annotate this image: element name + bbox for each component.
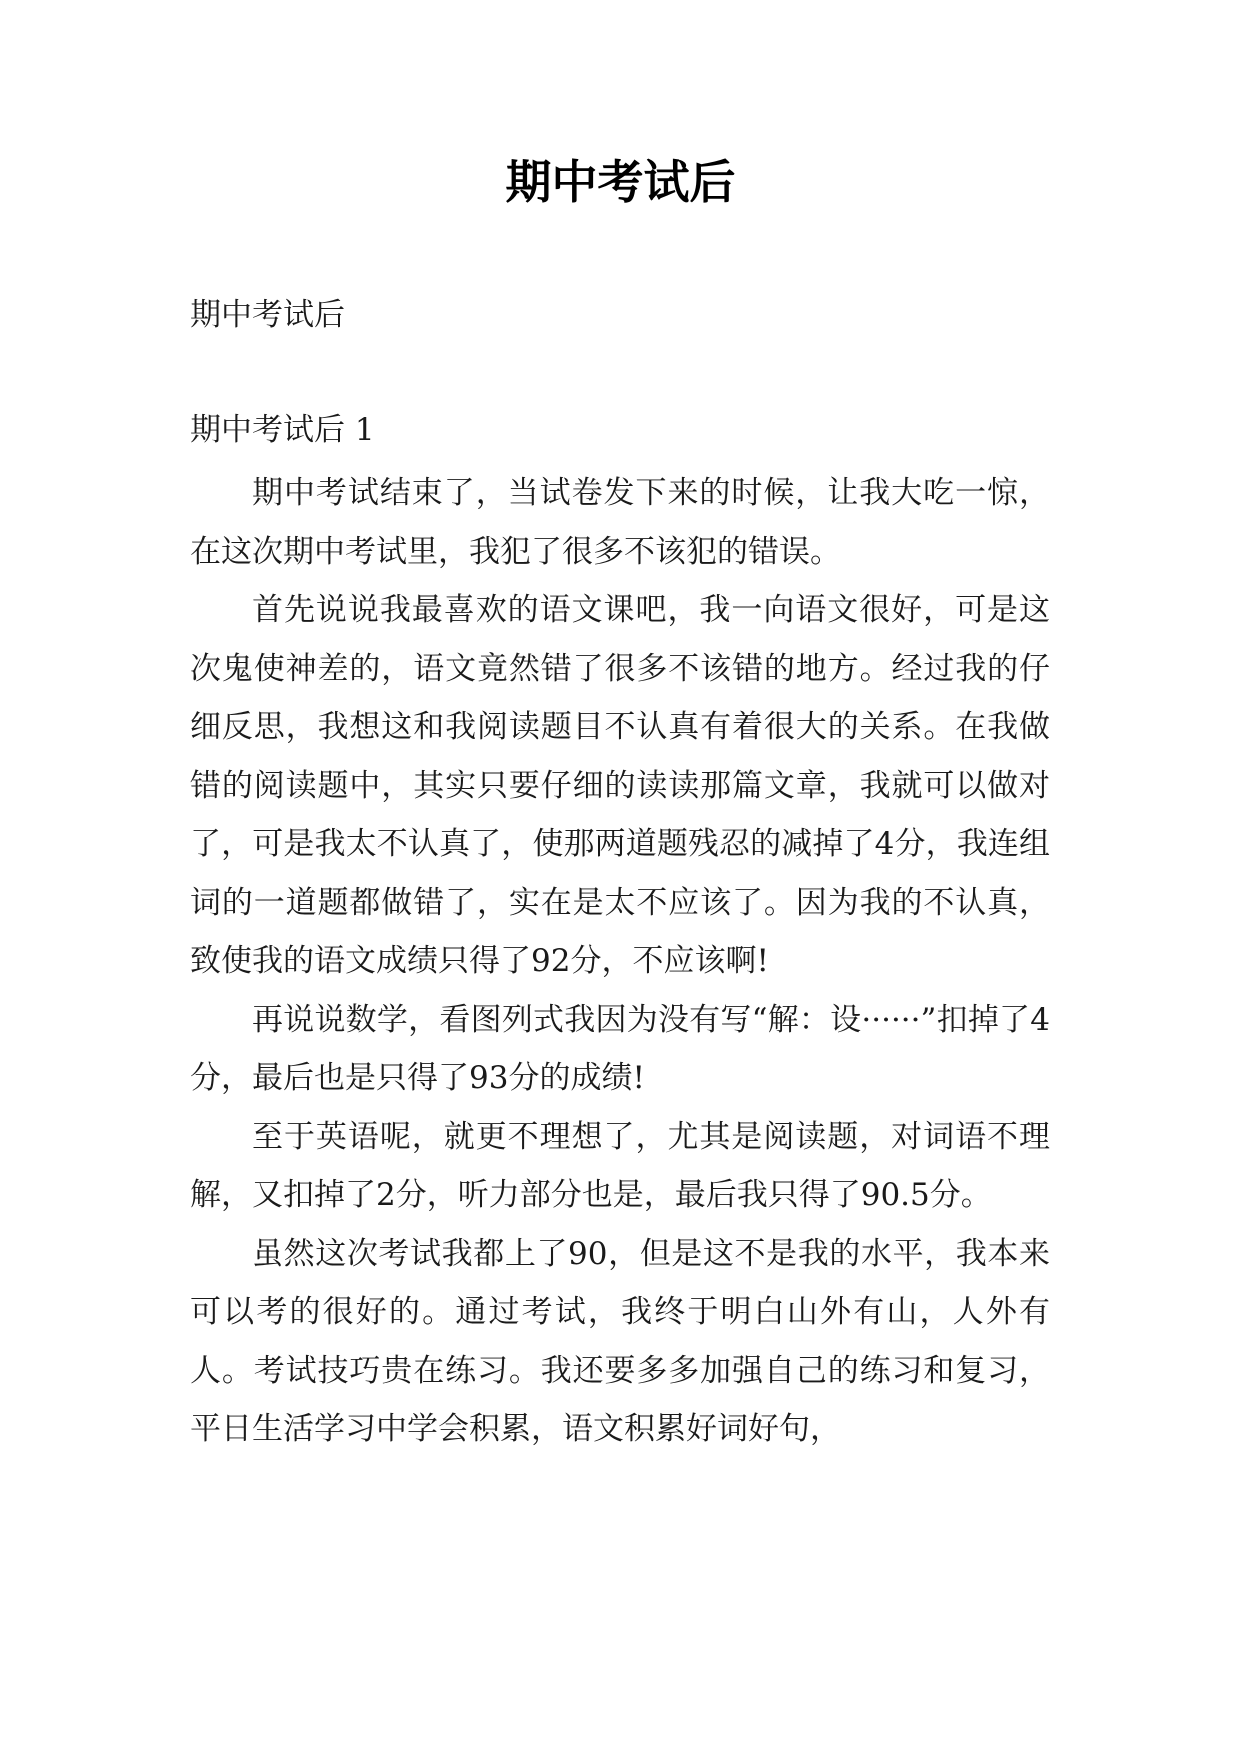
document-subtitle: 期中考试后 [190, 297, 345, 333]
document-title: 期中考试后 [505, 155, 736, 209]
paragraph-4: 至于英语呢，就更不理想了，尤其是阅读题，对词语不理解，又扣掉了2分，听力部分也是，最后我只得了90.5分。 [190, 1118, 1050, 1213]
paragraph-5: 虽然这次考试我都上了90，但是这不是我的水平，我本来可以考的很好的。通过考试，我终于明白山外有山，人外有人。考试技巧贵在练习。我还要多多加强自己的练习和复习，平日生活学习中学会积累，语文积累好词好句， [190, 1235, 1050, 1447]
paragraph-1: 期中考试结束了，当试卷发下来的时候，让我大吃一惊，在这次期中考试里，我犯了很多不该犯的错误。 [190, 475, 1050, 570]
section-heading: 期中考试后 1 [190, 412, 375, 448]
essay-body [190, 464, 1050, 1459]
paragraph-2: 首先说说我最喜欢的语文课吧，我一向语文很好，可是这次鬼使神差的，语文竟然错了很多不该错的地方。经过我的仔细反思，我想这和我阅读题目不认真有着很大的关系。在我做错的阅读题中，其实只要仔细的读读那篇文章，我就可以做对了，可是我太不认真了，使那两道题残忍的减掉了4分，我连组词的一道题都做错了，实在是太不应该了。因为我的不认真，致使我的语文成绩只得了92分，不应该啊! [190, 592, 1050, 979]
paragraph-3: 再说说数学，看图列式我因为没有写“解：设······”扣掉了4分，最后也是只得了93分的成绩! [190, 1001, 1050, 1096]
